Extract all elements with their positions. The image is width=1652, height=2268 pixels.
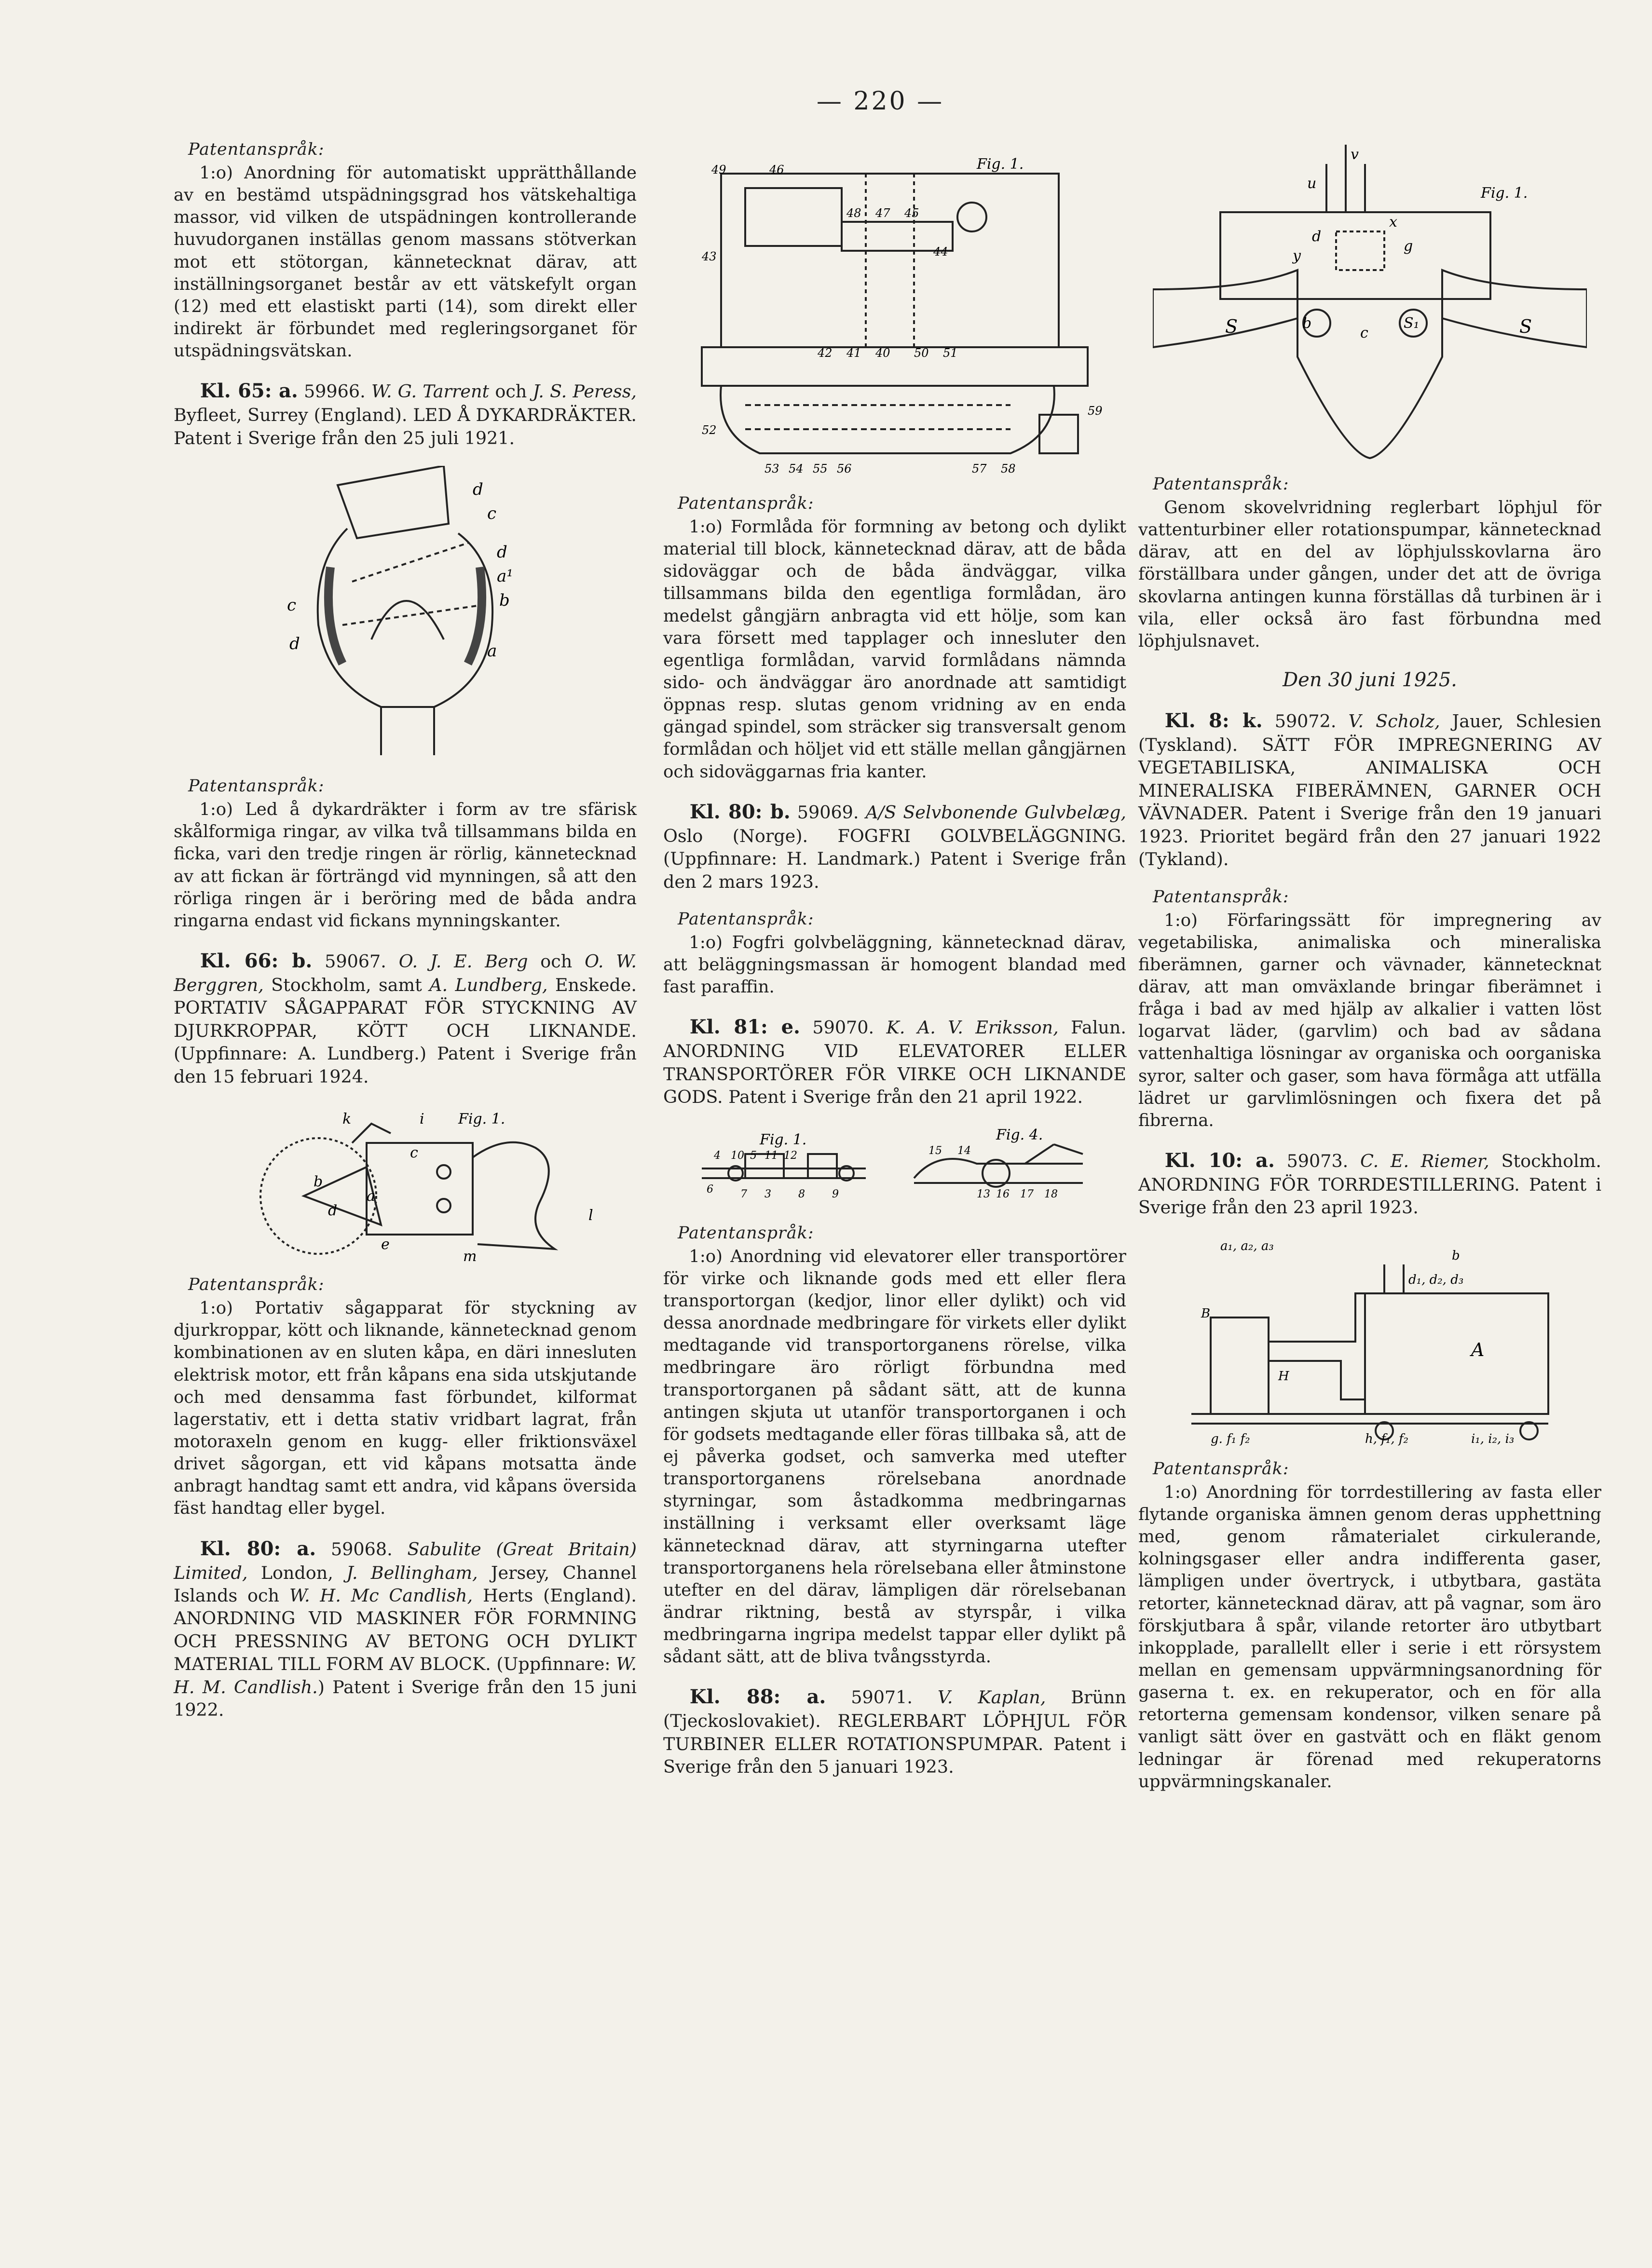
patent-holder: O. W. Berggren,	[174, 951, 637, 995]
figure-label: 17	[1020, 1188, 1034, 1200]
patent-entry-81e	[663, 1015, 1126, 1108]
figure-caption: Fig. 4.	[996, 1126, 1043, 1143]
left-column	[174, 140, 637, 1738]
figure-label: S	[1225, 316, 1238, 337]
figure-label: 58	[1001, 462, 1016, 475]
patent-holder: Sabulite (Great Britain) Limited,	[174, 1538, 637, 1583]
patent-number: 59072.	[1274, 710, 1337, 732]
figure-label: 12	[784, 1149, 797, 1162]
figure-label: a	[367, 1188, 375, 1205]
figure-label: x	[1389, 214, 1397, 231]
patent-class: Kl. 66: b.	[200, 949, 313, 972]
figure-label: c	[1360, 325, 1368, 341]
page-number: — 220 —	[816, 87, 944, 116]
figure-saw-apparatus	[207, 1104, 603, 1263]
patent-details: Brünn (Tjeckoslovakiet). REGLERBART LÖPHJUL FÖR TURBINER ELLER ROTATIONSPUMPAR. Patent i Sverige från den 5 januari 1923.	[663, 1687, 1127, 1778]
figure-caption: Fig. 1.	[760, 1131, 807, 1148]
figure-label: u	[1307, 175, 1317, 192]
figure-label: 46	[769, 163, 784, 177]
claim-label: Patentanspråk:	[188, 776, 325, 796]
patent-details: Stockholm, samt	[271, 974, 422, 995]
patent-class: Kl. 80: b.	[689, 800, 791, 823]
figure-label: 45	[904, 206, 919, 220]
patent-number: 59067.	[325, 951, 386, 972]
claim-label: Patentanspråk:	[1153, 887, 1289, 907]
patent-holder: C. E. Riemer,	[1360, 1151, 1489, 1172]
figure-label: d	[473, 480, 483, 500]
patent-details: Jersey, Channel Islands och	[174, 1562, 637, 1606]
date-heading: Den 30 juni 1925.	[1283, 668, 1457, 691]
figure-label: d	[497, 543, 507, 562]
figure-label: y	[1293, 247, 1301, 264]
figure-label: 44	[933, 245, 948, 258]
patent-number: 59073.	[1286, 1151, 1349, 1172]
conjunction: och	[495, 381, 527, 402]
figure-label: 54	[789, 462, 804, 475]
figure-label: a	[487, 641, 497, 661]
figure-label: 41	[846, 346, 861, 360]
figure-label: d	[289, 634, 300, 654]
figure-label: b	[499, 591, 510, 611]
figure-label: 52	[702, 423, 717, 437]
claim-text: 1:o) Portativ sågapparat för styckning av djurkroppar, kött och liknande, kännetecknad genom kombinationen av en sluten kåpa, en däri innesluten elektrisk motor, ett från kåpans ena sida utskjutande och med densamma fast förbundet, kilformat lagerstativ, ett i detta stativ vridbart lagrat, från motoraxeln genom en kugg- eller friktionsväxel drivet sågorgan, ett vid kåpans motsatta ände anbragt handtag samt ett andra, vid kåpans översida fäst handtag eller bygel.	[174, 1298, 637, 1519]
figure-label: i	[420, 1111, 424, 1128]
patent-class: Kl. 88: a.	[689, 1685, 826, 1709]
patent-number: 59071.	[851, 1687, 913, 1708]
patent-holder: A/S Selvbonende Gulvbelæg,	[865, 801, 1127, 823]
figure-label: b	[1302, 315, 1312, 332]
figure-label: 15	[928, 1144, 942, 1157]
claim-text: 1:o) Led å dykardräkter i form av tre sfärisk skålformiga ringar, av vilka två tillsammans bilda en ficka, vari den tredje ringen är rörlig, kännetecknad av att fickan är förträngd vid mynningen, så att den rörliga ringen är i beröring med de båda andra ringarna endast vid fickans mynningskanter.	[174, 800, 637, 931]
figure-label: k	[342, 1111, 352, 1128]
figure-label: g	[1404, 238, 1413, 255]
right-column	[1138, 140, 1601, 1809]
figure-label: g. f₁ f₂	[1211, 1431, 1250, 1446]
figure-label: b	[314, 1173, 323, 1191]
patent-class: Kl. 8: k.	[1164, 709, 1263, 732]
claim-label: Patentanspråk:	[678, 910, 814, 929]
patent-entry-10a	[1138, 1148, 1601, 1219]
figure-letter-labels	[1225, 146, 1532, 341]
figure-label: 50	[914, 346, 929, 360]
patent-details: ) Patent i Sverige från den 15 juni 1922.	[174, 1676, 637, 1721]
claim-label: Patentanspråk:	[678, 1223, 814, 1243]
patent-class: Kl. 65: a.	[200, 380, 298, 403]
figure-label: 42	[818, 346, 833, 360]
inventor-name: W. H. M. Candlish.	[174, 1654, 637, 1698]
patent-number: 59068.	[330, 1538, 393, 1560]
figure-label: 9	[832, 1188, 839, 1200]
figure-label: 18	[1044, 1188, 1058, 1200]
figure-label: 16	[996, 1188, 1010, 1200]
figure-label: 59	[1088, 404, 1103, 418]
patent-holder: J. Bellingham,	[346, 1562, 478, 1583]
figure-label: 53	[765, 462, 779, 475]
patent-details: Herts (England). ANORDNING VID MASKINER FÖR FORMNING OCH PRESSNING AV BETONG OCH DYLIKT MATERIAL TILL FORM AV BLOCK. (Uppfinnare:	[174, 1585, 637, 1675]
figure-label: S	[1519, 316, 1532, 337]
figure-elevator-conveyor	[687, 1125, 1102, 1212]
claim-text: 1:o) Anordning vid elevatorer eller transportörer för virke och liknande gods med ett eller flera transportorgan (kedjor, linor eller dylikt) och vid dessa anordnade medbringare för virkets eller dylikt medtagande vid transportorganens rörelse, vilka medbringare äro rörligt förbundna med transportorganen på sådant sätt, att de kunna antingen skjuta ut utanför transportorganen i och för godsets medtagande eller föras tillbaka så, att de ej påverka godset, och samverka med utefter transportorganens rörelsebana anordnade styrningar, som åstadkomma medbringarnas inställning i verksamt eller overksamt läge kännetecknad därav, att styrningarna utefter transportorganens hela rörelsebana eller åtminstone utefter en del därav, lämpligen där rörelsebanan ändrar riktning, bestå av styrspår, i vilka medbringarna ingripa medelst tappar eller dylikt på sådant sätt, att de bliva tvångsstyrda.	[663, 1246, 1126, 1667]
claim-label: Patentanspråk:	[1153, 475, 1289, 494]
figure-label: a₁, a₂, a₃	[1220, 1238, 1274, 1253]
figure-label: c	[487, 504, 497, 524]
figure-label: 51	[943, 346, 958, 360]
figure-label: 8	[798, 1188, 805, 1200]
figure-label: c	[410, 1144, 418, 1162]
patent-entry-88a	[663, 1684, 1126, 1778]
patent-entry-8k	[1138, 708, 1601, 871]
figure-label: 6	[707, 1183, 713, 1195]
figure-diving-suit-joint	[285, 466, 526, 765]
patent-holder: A. Lundberg,	[429, 974, 548, 995]
patent-entry-65a	[174, 379, 637, 449]
patent-holder: J. S. Peress,	[532, 381, 637, 402]
conjunction: och	[540, 951, 573, 972]
claim-label: Patentanspråk:	[1153, 1459, 1289, 1479]
figure-label: d	[1312, 228, 1322, 245]
claim-label: Patentanspråk:	[188, 140, 325, 159]
patent-number: 59069.	[797, 801, 859, 823]
patent-holder: V. Kaplan,	[937, 1687, 1046, 1708]
figure-label: l	[588, 1207, 593, 1224]
patent-holder: W. G. Tarrent	[371, 381, 490, 402]
figure-label: 57	[972, 462, 987, 475]
figure-label: 10	[731, 1149, 744, 1162]
patent-details: London,	[260, 1562, 333, 1583]
figure-label: 7	[740, 1188, 747, 1200]
figure-label: A	[1471, 1339, 1485, 1360]
figure-label: 4	[714, 1149, 721, 1162]
figure-dry-distillation-apparatus	[1182, 1236, 1558, 1448]
figure-letter-labels	[1201, 1239, 1514, 1446]
figure-label: 49	[711, 163, 726, 177]
claim-label: Patentanspråk:	[188, 1275, 325, 1295]
patent-holder: W. H. Mc Candlish,	[289, 1585, 473, 1606]
figure-label: v	[1351, 146, 1359, 163]
claim-text: 1:o) Förfaringssätt för impregnering av vegetabiliska, animaliska och mineraliska fiberämnen, garner och vävnader, kännetecknat därav, att man omväxlande bringar fiberämnet i fråga i bad av med hjälp av alkalier i vatten löst logarvat läder, (garvlim) och bad av sådana vattenhaltiga lösningar av organiska och oorganiska syror, salter och gaser, som hava förmåga att utfälla lädret ur garvlimlösningen och fixera det på fibrerna.	[1138, 910, 1601, 1130]
patent-holder: V. Scholz,	[1348, 710, 1440, 732]
figure-label: d	[328, 1202, 338, 1220]
figure-label: i₁, i₂, i₃	[1471, 1431, 1515, 1446]
claim-text: 1:o) Formlåda för formning av betong och dylikt material till block, kännetecknad därav, att de båda sidoväggar och de båda ändväggar, vilka tillsammans bilda den egentliga formlådan, äro medelst gångjärn anbragta vid ett hölje, som kan vara försett med tapplager och innesluter den egentliga formlådan, varvid formlådans nämnda sido- och ändväggar äro anordnade att samtidigt öppnas resp. slutas genom vridning av en enda gängad spindel, som sträcker sig transversalt genom formlådan och höljet vid ett ställe mellan gångjärnen och sidoväggarnas fria kanter.	[663, 517, 1126, 782]
figure-label: 11	[765, 1149, 778, 1162]
claim-label: Patentanspråk:	[678, 494, 814, 513]
patent-details: Stockholm. ANORDNING FÖR TORRDESTILLERING. Patent i Sverige från den 23 april 1923.	[1138, 1151, 1602, 1218]
patent-holder: O. J. E. Berg	[398, 951, 528, 972]
figure-label: 56	[837, 462, 852, 475]
patent-holder: K. A. V. Eriksson,	[886, 1017, 1059, 1038]
figure-caption: Fig. 1.	[977, 156, 1024, 173]
figure-label: 40	[875, 346, 890, 360]
patent-class: Kl. 10: a.	[1164, 1149, 1275, 1172]
patent-details: Byfleet, Surrey (England). LED Å DYKARDRÄKTER. Patent i Sverige från den 25 juli 1921.	[174, 405, 637, 448]
claim-text: Genom skovelvridning reglerbart löphjul för vattenturbiner eller rotationspumpar, kännetecknad därav, att en del av löphjulsskovlarna äro förställbara under gången, under det att de övriga skovlarna antingen kunna förställas då turbinen är i vila, eller också äro fast förbundna med löphjulsnavet.	[1138, 498, 1601, 651]
figure-label: b	[1452, 1248, 1460, 1263]
patent-class: Kl. 80: a.	[200, 1537, 316, 1560]
figure-turbine-runner	[1153, 145, 1587, 463]
figure-concrete-mould-machine	[673, 145, 1117, 482]
figure-label: 14	[957, 1144, 971, 1157]
patent-details: Oslo (Norge). FOGFRI GOLVBELÄGGNING. (Uppfinnare: H. Landmark.) Patent i Sverige från den 2 mars 1923.	[663, 825, 1126, 892]
claim-text: 1:o) Anordning för torrdestillering av fasta eller flytande organiska ämnen genom deras upphettning med, genom råmaterialet cirkulerande, kolningsgaser eller andra indifferenta gaser, lämpligen under övertryck, i utbytbara, gastäta retorter, kännetecknad därav, att på vagnar, som äro förskjutbara å spår, vilande retorter äro utbytbart inkopplade, parallellt eller i serie i ett rörsystem mellan en gemensam uppvärmningsanordning för gaserna t. ex. en rekuperator, och en för alla retorterna gemensam kondensor, vilken senare på vanligt sätt över en gastvätt och en fläkt genom ledningar är förenad med rekuperatorns uppvärmningskanaler.	[1138, 1482, 1601, 1792]
patent-details: Jauer, Schlesien (Tyskland). SÄTT FÖR IMPREGNERING AV VEGETABILISKA, ANIMALISKA OCH MINERALISKA FIBERÄMNEN, GARNER OCH VÄVNADER. Patent i Sverige från den 19 januari 1923. Prioritet begärd från den 27 januari 1922 (Tykland).	[1138, 710, 1601, 870]
figure-label: S₁	[1404, 315, 1420, 332]
claim-text: 1:o) Anordning för automatiskt upprätthållande av en bestämd utspädningsgrad hos vätskehaltiga massor, vid vilken de utspädningen kontrollerande huvudorganen inställas genom massans stötverkan mot ett stötorgan, kännetecknat därav, att inställningsorganet består av ett vätskefylt organ (12) med ett elastiskt parti (14), som direkt eller indirekt är förbundet med regleringsorganet för utspädningsvätskan.	[174, 163, 637, 361]
figure-label: d₁, d₂, d₃	[1408, 1272, 1464, 1287]
patent-number: 59070.	[812, 1017, 874, 1038]
figure-label: h, f₁, f₂	[1365, 1431, 1408, 1446]
figure-label: 3	[765, 1188, 771, 1200]
patent-entry-80b	[663, 800, 1126, 893]
figure-label: H	[1278, 1369, 1289, 1384]
figure-label: 43	[702, 250, 717, 263]
patent-number: 59966.	[303, 381, 366, 402]
figure-caption: Fig. 1.	[1481, 185, 1528, 202]
figure-label: 5	[750, 1149, 757, 1162]
patent-details: Enskede. PORTATIV SÅGAPPARAT FÖR STYCKNING AV DJURKROPPAR, KÖTT OCH LIKNANDE. (Uppfinnare: A. Lundberg.) Patent i Sverige från den 15 februari 1924.	[174, 974, 637, 1087]
figure-label: 48	[846, 206, 861, 220]
figure-caption: Fig. 1.	[458, 1111, 505, 1128]
figure-label: 13	[977, 1188, 990, 1200]
figure-label: a¹	[497, 567, 513, 586]
patent-class: Kl. 81: e.	[689, 1016, 800, 1039]
patent-entry-80a	[174, 1536, 637, 1722]
figure-label: 47	[875, 206, 890, 220]
patent-details: Falun. ANORDNING VID ELEVATORER ELLER TRANSPORTÖRER FÖR VIRKE OCH LIKNANDE GODS. Patent i Sverige från den 21 april 1922.	[663, 1017, 1127, 1108]
patent-entry-66b	[174, 949, 637, 1088]
claim-text: 1:o) Fogfri golvbeläggning, kännetecknad därav, att beläggningsmassan är homogent blandad med fast paraffin.	[663, 933, 1126, 997]
figure-label: m	[463, 1248, 477, 1264]
figure-label: e	[381, 1236, 390, 1253]
middle-column	[663, 140, 1126, 1795]
figure-label: c	[287, 596, 297, 615]
figure-label: B	[1201, 1306, 1211, 1321]
figure-label: 55	[813, 462, 828, 475]
